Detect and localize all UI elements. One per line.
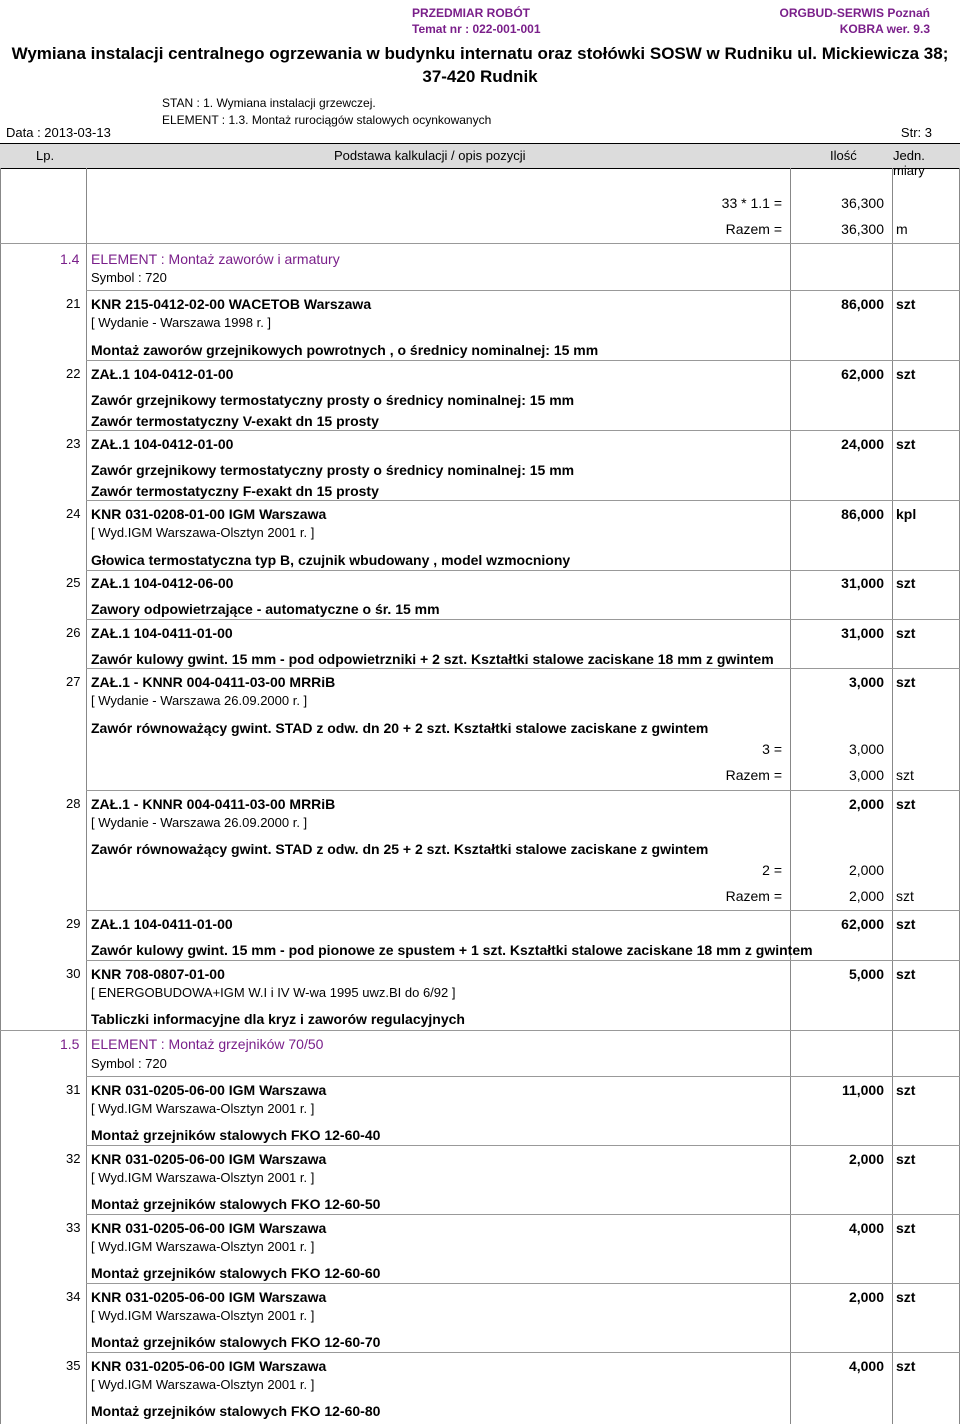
item-lp: 31 xyxy=(66,1082,81,1097)
item-ref: [ Wydanie - Warszawa 1998 r. ] xyxy=(91,315,272,330)
item-code: ZAŁ.1 - KNNR 004-0411-03-00 MRRiB xyxy=(91,796,336,812)
calc-expr: 2 = xyxy=(762,862,782,878)
item-desc: Zawór termostatyczny F-exakt dn 15 prosty xyxy=(91,483,379,499)
total-value: 36,300 xyxy=(841,221,884,237)
company: ORGBUD-SERWIS Poznań xyxy=(779,6,930,20)
item-qty: 31,000 xyxy=(841,625,884,641)
item-qty: 2,000 xyxy=(848,1151,884,1167)
doc-type: PRZEDMIAR ROBÓT xyxy=(412,6,530,20)
item-desc: Montaż grzejników stalowych FKO 12-60-40 xyxy=(91,1127,381,1143)
item-qty: 5,000 xyxy=(848,966,884,982)
item-ref: [ Wydanie - Warszawa 26.09.2000 r. ] xyxy=(91,693,308,708)
item-qty: 62,000 xyxy=(841,366,884,382)
temat: Temat nr : 022-001-001 xyxy=(412,22,541,36)
item-qty: 62,000 xyxy=(841,916,884,932)
item-unit: szt xyxy=(896,436,916,452)
total-value: 3,000 xyxy=(848,767,884,783)
item-lp: 23 xyxy=(66,436,81,451)
calc-value: 3,000 xyxy=(848,741,884,757)
item-qty: 3,000 xyxy=(848,674,884,690)
row-divider xyxy=(0,1030,960,1031)
total-unit: m xyxy=(896,221,908,237)
item-desc: Zawory odpowietrzające - automatyczne o śr. 15 mm xyxy=(91,601,440,617)
item-desc: Głowica termostatyczna typ B, czujnik wbudowany , model wzmocniony xyxy=(91,552,571,568)
item-unit: szt xyxy=(896,796,916,812)
item-code: KNR 031-0205-06-00 IGM Warszawa xyxy=(91,1358,327,1374)
item-desc: Tabliczki informacyjne dla kryz i zaworów regulacyjnych xyxy=(91,1011,465,1027)
section-title: ELEMENT : Montaż zaworów i armatury xyxy=(91,251,340,267)
item-code: ZAŁ.1 104-0412-01-00 xyxy=(91,436,234,452)
row-divider xyxy=(86,619,960,620)
item-ref: [ Wyd.IGM Warszawa-Olsztyn 2001 r. ] xyxy=(91,1170,315,1185)
item-ref: [ Wyd.IGM Warszawa-Olsztyn 2001 r. ] xyxy=(91,1101,315,1116)
row-divider xyxy=(86,910,960,911)
item-lp: 24 xyxy=(66,506,81,521)
row-divider xyxy=(86,360,960,361)
page-number: Str: 3 xyxy=(900,125,932,140)
calc-expr: 33 * 1.1 = xyxy=(721,195,782,211)
item-ref: [ Wydanie - Warszawa 26.09.2000 r. ] xyxy=(91,815,308,830)
item-unit: szt xyxy=(896,625,916,641)
row-divider xyxy=(86,668,960,669)
section-title: ELEMENT : Montaż grzejników 70/50 xyxy=(91,1036,324,1052)
item-desc: Zawór grzejnikowy termostatyczny prosty o średnicy nominalnej: 15 mm xyxy=(91,462,575,478)
item-qty: 4,000 xyxy=(848,1358,884,1374)
item-code: ZAŁ.1 104-0411-01-00 xyxy=(91,916,233,932)
title-line1: Wymiana instalacji centralnego ogrzewania w budynku internatu oraz stołówki SOSW w Rudniku ul. Mickiewicza 38; xyxy=(11,44,949,63)
calc-value: 36,300 xyxy=(841,195,884,211)
column-header xyxy=(0,143,960,178)
col-lp: Lp. xyxy=(36,148,55,163)
item-unit: szt xyxy=(896,296,916,312)
stan: STAN : 1. Wymiana instalacji grzewczej. xyxy=(162,96,376,110)
calc-expr: 3 = xyxy=(762,741,782,757)
col-qty: Ilość xyxy=(830,148,857,163)
item-unit: szt xyxy=(896,1082,916,1098)
item-code: KNR 031-0208-01-00 IGM Warszawa xyxy=(91,506,327,522)
item-lp: 21 xyxy=(66,296,81,311)
col-unit: Jedn. miary xyxy=(893,148,925,178)
row-divider xyxy=(86,1214,960,1215)
date: Data : 2013-03-13 xyxy=(6,125,111,140)
grid-line xyxy=(892,168,893,1424)
item-lp: 35 xyxy=(66,1358,81,1373)
total-label: Razem = xyxy=(725,767,782,783)
section-symbol: Symbol : 720 xyxy=(91,270,167,285)
item-unit: szt xyxy=(896,575,916,591)
item-desc: Montaż grzejników stalowych FKO 12-60-50 xyxy=(91,1196,381,1212)
item-desc: Zawór równoważący gwint. STAD z odw. dn 25 + 2 szt. Kształtki stalowe zaciskane z gwintem xyxy=(91,841,709,857)
item-desc: Zawór grzejnikowy termostatyczny prosty o średnicy nominalnej: 15 mm xyxy=(91,392,575,408)
item-lp: 28 xyxy=(66,796,81,811)
software: KOBRA wer. 9.3 xyxy=(839,22,930,36)
row-divider xyxy=(86,290,960,291)
row-divider xyxy=(86,1352,960,1353)
item-ref: [ Wyd.IGM Warszawa-Olsztyn 2001 r. ] xyxy=(91,1377,315,1392)
total-value: 2,000 xyxy=(848,888,884,904)
item-desc: Zawór kulowy gwint. 15 mm - pod pionowe ze spustem + 1 szt. Kształtki stalowe zaciskane 18 mm z gwintem xyxy=(91,942,813,958)
item-code: ZAŁ.1 104-0411-01-00 xyxy=(91,625,233,641)
item-qty: 4,000 xyxy=(848,1220,884,1236)
calc-value: 2,000 xyxy=(848,862,884,878)
item-lp: 34 xyxy=(66,1289,81,1304)
item-qty: 86,000 xyxy=(841,506,884,522)
item-ref: [ Wyd.IGM Warszawa-Olsztyn 2001 r. ] xyxy=(91,1239,315,1254)
item-ref: [ ENERGOBUDOWA+IGM W.I i IV W-wa 1995 uwz.BI do 6/92 ] xyxy=(91,985,456,1000)
item-qty: 24,000 xyxy=(841,436,884,452)
item-lp: 32 xyxy=(66,1151,81,1166)
item-code: KNR 031-0205-06-00 IGM Warszawa xyxy=(91,1289,327,1305)
item-unit: szt xyxy=(896,966,916,982)
item-unit: szt xyxy=(896,1220,916,1236)
grid-line xyxy=(86,168,87,1424)
section-num: 1.4 xyxy=(60,251,80,267)
item-desc: Montaż grzejników stalowych FKO 12-60-80 xyxy=(91,1403,381,1419)
row-divider xyxy=(86,960,960,961)
title-line2: 37-420 Rudnik xyxy=(422,67,538,86)
item-lp: 26 xyxy=(66,625,81,640)
item-qty: 86,000 xyxy=(841,296,884,312)
item-desc: Montaż grzejników stalowych FKO 12-60-70 xyxy=(91,1334,381,1350)
item-code: ZAŁ.1 104-0412-06-00 xyxy=(91,575,234,591)
col-basis: Podstawa kalkulacji / opis pozycji xyxy=(334,148,526,163)
item-unit: szt xyxy=(896,366,916,382)
item-ref: [ Wyd.IGM Warszawa-Olsztyn 2001 r. ] xyxy=(91,525,315,540)
item-unit: szt xyxy=(896,1289,916,1305)
item-lp: 22 xyxy=(66,366,81,381)
total-unit: szt xyxy=(896,888,914,904)
item-desc: Montaż zaworów grzejnikowych powrotnych , o średnicy nominalnej: 15 mm xyxy=(91,342,599,358)
section-num: 1.5 xyxy=(60,1036,80,1052)
total-unit: szt xyxy=(896,767,914,783)
row-divider xyxy=(86,1145,960,1146)
item-lp: 29 xyxy=(66,916,81,931)
item-qty: 31,000 xyxy=(841,575,884,591)
item-code: KNR 031-0205-06-00 IGM Warszawa xyxy=(91,1082,327,1098)
item-desc: Zawór termostatyczny V-exakt dn 15 prosty xyxy=(91,413,379,429)
item-code: KNR 215-0412-02-00 WACETOB Warszawa xyxy=(91,296,372,312)
row-divider xyxy=(86,430,960,431)
item-desc: Zawór równoważący gwint. STAD z odw. dn 20 + 2 szt. Kształtki stalowe zaciskane z gwintem xyxy=(91,720,709,736)
grid-line xyxy=(0,168,1,1424)
item-qty: 2,000 xyxy=(848,796,884,812)
element: ELEMENT : 1.3. Montaż rurociągów stalowych ocynkowanych xyxy=(162,113,492,127)
item-ref: [ Wyd.IGM Warszawa-Olsztyn 2001 r. ] xyxy=(91,1308,315,1323)
row-divider xyxy=(86,500,960,501)
item-code: KNR 031-0205-06-00 IGM Warszawa xyxy=(91,1151,327,1167)
item-desc: Zawór kulowy gwint. 15 mm - pod odpowietrzniki + 2 szt. Kształtki stalowe zaciskane 18 mm z gwintem xyxy=(91,651,774,667)
item-unit: szt xyxy=(896,916,916,932)
item-unit: szt xyxy=(896,674,916,690)
row-divider xyxy=(86,570,960,571)
row-divider xyxy=(86,790,960,791)
item-unit: szt xyxy=(896,1358,916,1374)
item-unit: kpl xyxy=(896,506,917,522)
item-code: ZAŁ.1 104-0412-01-00 xyxy=(91,366,234,382)
item-qty: 2,000 xyxy=(848,1289,884,1305)
item-code: ZAŁ.1 - KNNR 004-0411-03-00 MRRiB xyxy=(91,674,336,690)
row-divider xyxy=(0,243,960,244)
row-divider xyxy=(86,1283,960,1284)
item-qty: 11,000 xyxy=(841,1082,884,1098)
row-divider xyxy=(86,1076,960,1077)
item-lp: 25 xyxy=(66,575,81,590)
item-lp: 27 xyxy=(66,674,81,689)
item-desc: Montaż grzejników stalowych FKO 12-60-60 xyxy=(91,1265,381,1281)
section-symbol: Symbol : 720 xyxy=(91,1056,167,1071)
total-label: Razem = xyxy=(725,221,782,237)
item-unit: szt xyxy=(896,1151,916,1167)
item-lp: 30 xyxy=(66,966,81,981)
item-lp: 33 xyxy=(66,1220,81,1235)
item-code: KNR 708-0807-01-00 xyxy=(91,966,225,982)
total-label: Razem = xyxy=(725,888,782,904)
item-code: KNR 031-0205-06-00 IGM Warszawa xyxy=(91,1220,327,1236)
